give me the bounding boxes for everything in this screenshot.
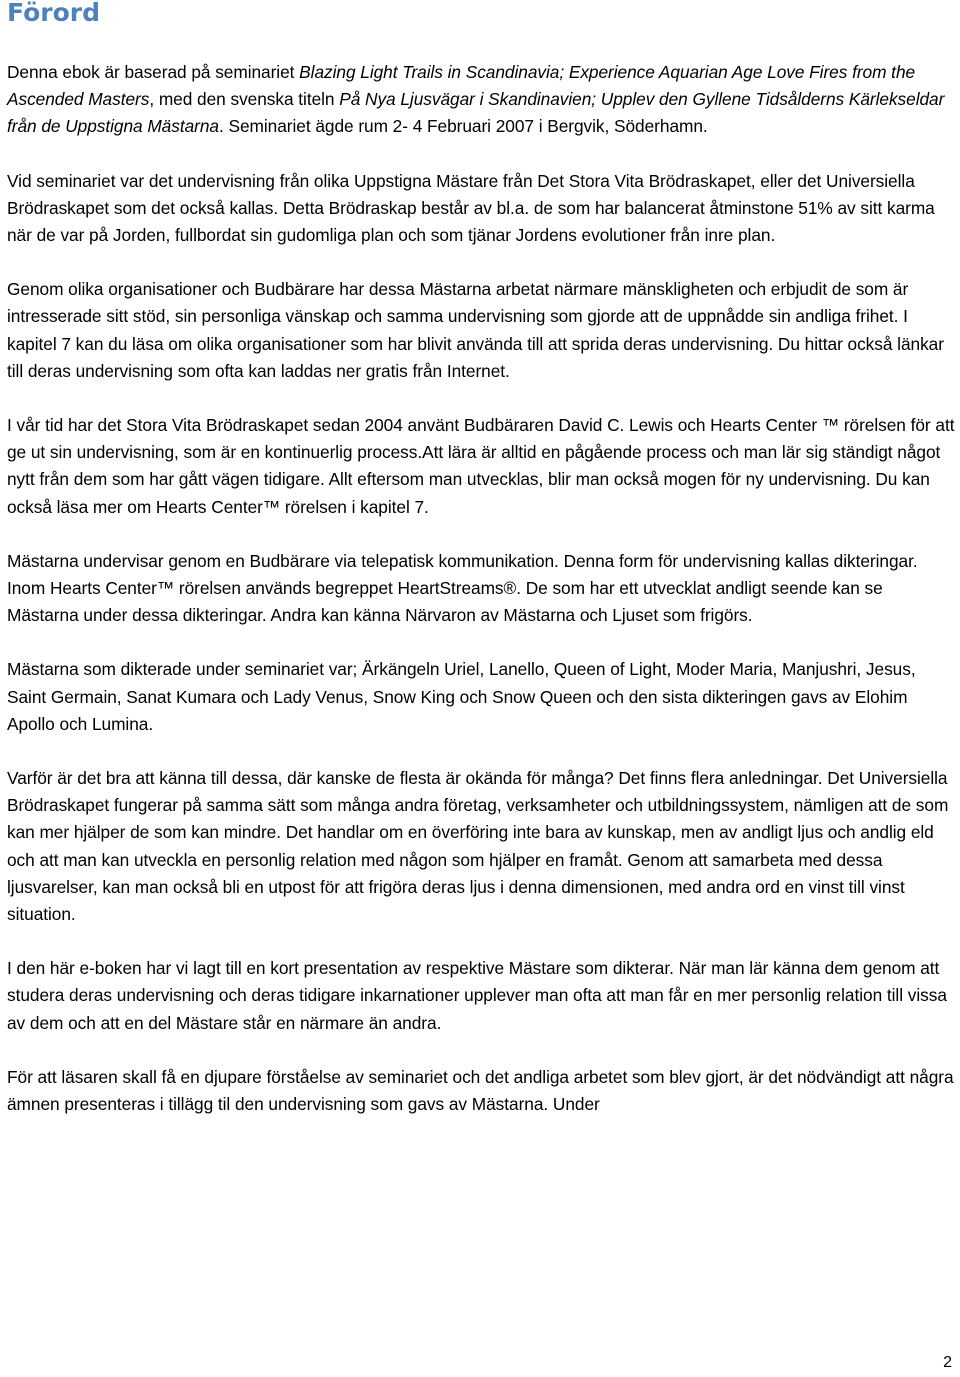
intro-english-title: Blazing Light Trails in Scandinavia; Experience Aquarian Age Love Fires from the Ascended Masters bbox=[7, 62, 916, 110]
paragraph-dictations: Mästarna undervisar genom en Budbärare via telepatisk kommunikation. Denna form för undervisning kallas dikteringar. Inom Hearts Center™ rörelsen används begreppet HeartStreams®. De som har ett utvecklat andligt seende kan se Mästarna under dessa dikteringar. Andra kan känna Närvaron av Mästarna och Ljuset som frigörs. bbox=[7, 550, 918, 626]
paragraph-presentation: I den här e-boken har vi lagt till en kort presentation av respektive Mästare som dikterar. När man lär känna dem genom att studera deras undervisning och deras tidigare inkarnationer upplever man ofta att man får en mer personlig relation till vissa av dem och att en del Mästare står en närmare än andra. bbox=[7, 958, 947, 1033]
document-page bbox=[7, 0, 955, 1118]
paragraph-seminar: Vid seminariet var det undervisning från olika Uppstigna Mästare från Det Stora Vita Brödraskapet, eller det Universiella Brödraskapet som det också kallas. Detta Brödraskap består av bl.a. de som har balancerat åtminstone 51% av sitt karma när de var på Jorden, fullbordat sin gudomliga plan och som tjänar Jordens evolutioner från inre plan. bbox=[7, 170, 935, 246]
intro-text-3: . Seminariet ägde rum 2- 4 Februari 2007 i Bergvik, Söderhamn. bbox=[218, 116, 708, 137]
page-title: Förord bbox=[7, 0, 100, 27]
intro-text-1: Denna ebok är baserad på seminariet bbox=[7, 62, 300, 82]
paragraph-understanding: För att läsaren skall få en djupare förståelse av seminariet och det andliga arbetet som blev gjort, är det nödvändigt att några ämnen presenteras i tillägg til den undervisning som gavs av Mästarna. Under bbox=[7, 1066, 954, 1115]
paragraph-masters-list: Mästarna som dikterade under seminariet var; Ärkängeln Uriel, Lanello, Queen of Light, Moder Maria, Manjushri, Jesus, Saint Germain, Sanat Kumara och Lady Venus, Snow King och Snow Queen och den sista dikteringen gavs av Elohim Apollo och Lumina. bbox=[7, 659, 916, 734]
paragraph-organisations: Genom olika organisationer och Budbärare har dessa Mästarna arbetat närmare mänskligheten och erbjudit de som är intresserade sitt stöd, sin personliga vänskap och samma undervisning som gjorde att de uppnådde sin andliga frihet. I kapitel 7 kan du läsa om olika organisationer som har blivit använda till att sprida deras undervisning. Du hittar också länkar till deras undervisning som ofta kan laddas ner gratis från Internet. bbox=[7, 279, 944, 381]
intro-text-2: , med den svenska titeln bbox=[149, 89, 340, 110]
paragraph-why: Varför är det bra att känna till dessa, där kanske de flesta är okända för många? Det finns flera anledningar. Det Universiella Brödraskapet fungerar på samma sätt som många andra företag, verksamheter och utbildningssystem, nämligen att de som kan mer hjälper de som kan mindre. Det handlar om en överföring inte bara av kunskap, men av andligt ljus och andlig eld och att man kan utveckla en personlig relation med någon som hjälper en framåt. Genom att samarbeta med dessa ljusvarelser, kan man också bli en utpost för att frigöra deras ljus i denna dimensionen, med andra ord en vinst till vinst situation. bbox=[7, 768, 949, 925]
paragraph-hearts-center: I vår tid har det Stora Vita Brödraskapet sedan 2004 använt Budbäraren David C. Lewis och Hearts Center ™ rörelsen för att ge ut sin undervisning, som är en kontinuerlig process.Att lära är alltid en pågående process och man lär sig ständigt något nytt från dem som har gått vägen tidigare. Allt eftersom man utvecklas, blir man också mogen för ny undervisning. Du kan också läsa mer om Hearts Center™ rörelsen i kapitel 7. bbox=[7, 415, 955, 517]
intro-swedish-title: På Nya Ljusvägar i Skandinavien; Upplev den Gyllene Tidsålderns Kärlekseldar från de Uppstigna Mästarna bbox=[7, 89, 945, 137]
page-number: 2 bbox=[943, 1354, 952, 1371]
paragraph-intro bbox=[7, 59, 955, 141]
